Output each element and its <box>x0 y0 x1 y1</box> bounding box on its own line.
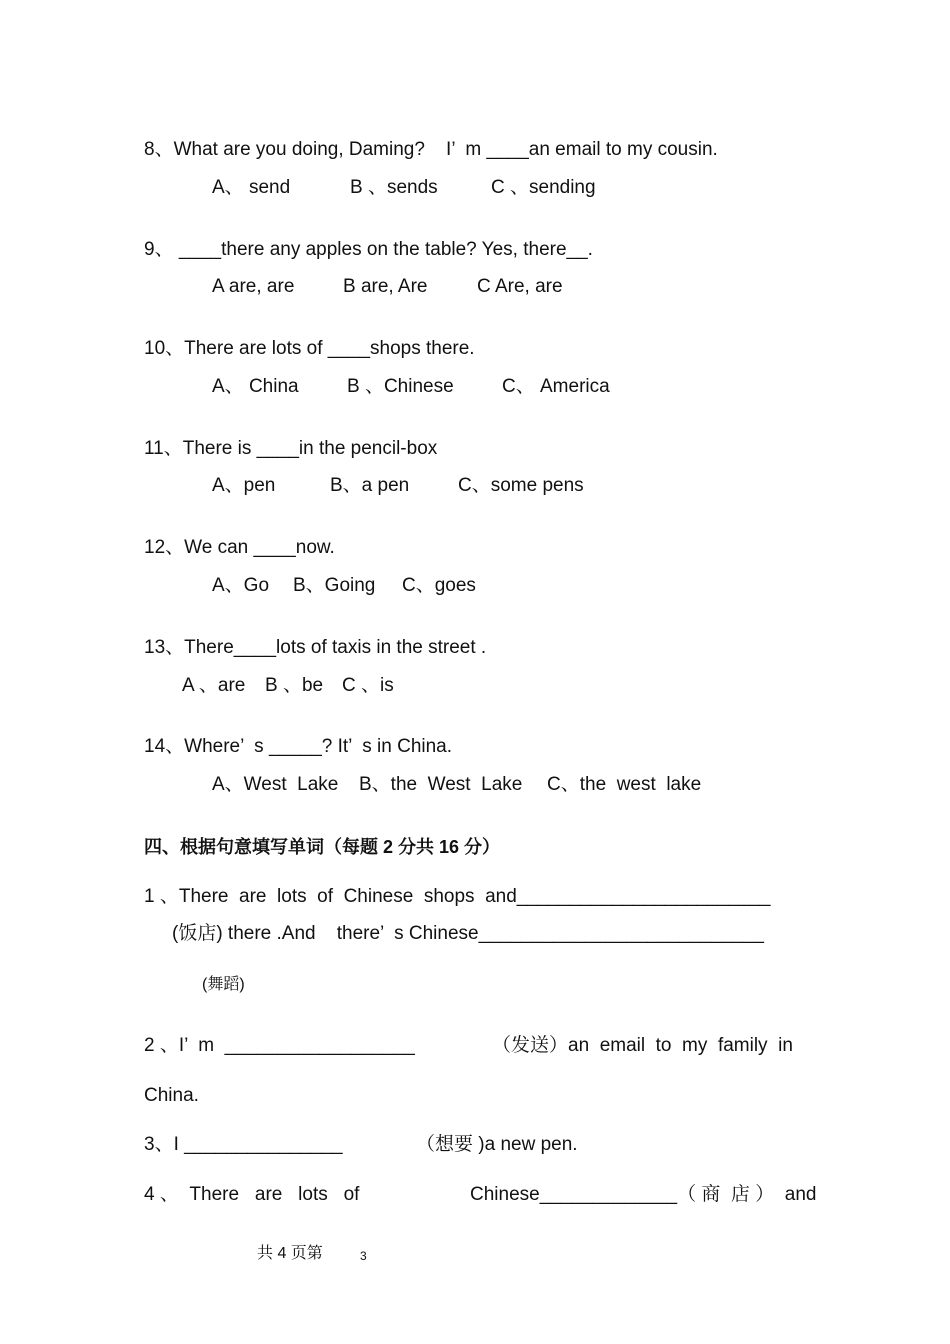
question-9-stem: 9、 ____there any apples on the table? Yes, there__. <box>144 239 593 260</box>
question-10-option-a: A、 China <box>212 376 299 397</box>
question-8-stem: 8、What are you doing, Daming? I’ m ____an email to my cousin. <box>144 139 718 160</box>
fill-4-part-a: 4 、 There are lots of <box>144 1184 360 1205</box>
question-11-stem: 11、There is ____in the pencil-box <box>144 438 438 459</box>
question-12-option-b: B、Going <box>293 575 376 596</box>
section-heading: 四、根据句意填写单词（每题 2 分共 16 分） <box>144 837 501 857</box>
fill-1-line-2: (饭店) there .And there’ s Chinese___________________________ <box>172 923 764 944</box>
fill-1-line-1: 1 、There are lots of Chinese shops and________________________ <box>144 886 771 907</box>
question-13-option-c: C 、is <box>342 675 394 696</box>
fill-2-left: 2 、I’ m __________________ <box>144 1035 415 1056</box>
question-8-option-a: A、 send <box>212 177 291 198</box>
fill-3-right: （想要 )a new pen. <box>416 1134 578 1155</box>
question-10-stem: 10、There are lots of ____shops there. <box>144 338 475 359</box>
question-9-option-b: B are, Are <box>343 276 428 297</box>
fill-3-left: 3、I _______________ <box>144 1134 343 1155</box>
question-14-option-a: A、West Lake <box>212 774 339 795</box>
question-14-option-c: C、the west lake <box>547 774 702 795</box>
question-9-option-c: C Are, are <box>477 276 563 297</box>
fill-2-line-2: China. <box>144 1085 199 1106</box>
question-13-option-b: B 、be <box>265 675 324 696</box>
question-11-option-c: C、some pens <box>458 475 584 496</box>
question-12-option-a: A、Go <box>212 575 270 596</box>
page-number: 3 <box>360 1249 367 1263</box>
question-11-option-a: A、pen <box>212 475 276 496</box>
page-footer-label: 共 4 页第 <box>257 1245 323 1262</box>
question-14-stem: 14、Where’ s _____? It’ s in China. <box>144 736 453 757</box>
question-12-stem: 12、We can ____now. <box>144 537 335 558</box>
fill-4-part-b: Chinese_____________（ 商 店 ） and <box>470 1184 817 1205</box>
question-8-option-c: C 、sending <box>491 177 596 198</box>
question-11-option-b: B、a pen <box>330 475 410 496</box>
fill-2-right: （发送）an email to my family in <box>492 1035 793 1056</box>
question-8-option-b: B 、sends <box>350 177 438 198</box>
question-10-option-b: B 、Chinese <box>347 376 454 397</box>
question-10-option-c: C、 America <box>502 376 610 397</box>
question-14-option-b: B、the West Lake <box>359 774 523 795</box>
question-13-stem: 13、There____lots of taxis in the street . <box>144 637 487 658</box>
question-12-option-c: C、goes <box>402 575 476 596</box>
fill-1-line-3: (舞蹈) <box>202 976 245 993</box>
question-9-option-a: A are, are <box>212 276 295 297</box>
question-13-option-a: A 、are <box>182 675 246 696</box>
